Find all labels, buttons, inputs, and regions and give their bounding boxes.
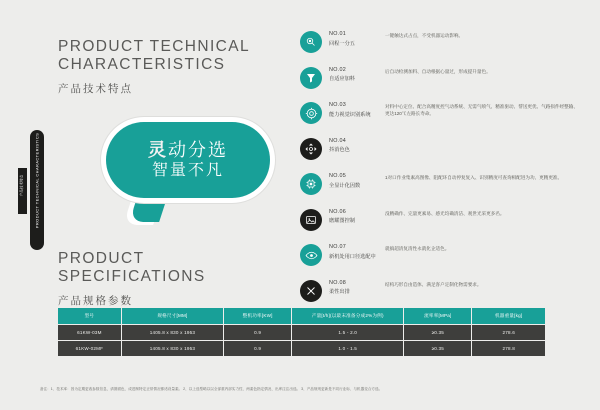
feature-meta [329, 279, 381, 296]
list-item [300, 30, 580, 58]
feature-desc: 结构巧形自由造体、满足客户定制化物需要求。 [385, 281, 482, 287]
table-cell: ≥0.35 [404, 325, 472, 341]
feature-meta [329, 101, 381, 118]
feature-no: NO.02 [329, 66, 347, 73]
table-header-cell: 流率率[MPa] [404, 308, 472, 325]
target-lens-icon [300, 102, 322, 124]
side-tab-secondary [18, 168, 27, 214]
feature-no: NO.03 [329, 102, 347, 108]
table-cell: 1405.8 x 830 x 1953 [121, 341, 223, 357]
bubble-line1-highlight: 灵 [148, 140, 168, 160]
table-row [58, 325, 545, 341]
feature-no: NO.05 [329, 173, 347, 179]
table-cell: 278.6 [472, 325, 545, 341]
feature-name: 抖消色色 [329, 147, 350, 153]
feature-meta [329, 66, 381, 83]
feature-name: 全显计化因数 [329, 182, 361, 189]
table-header-cell: 规格尺寸[MM] [121, 308, 223, 325]
section-title-characteristics [58, 38, 250, 96]
funnel-icon [300, 67, 322, 89]
characteristics-title-cn: 产品技术特点 [58, 83, 133, 95]
specifications-title-cn: 产品规格参数 [58, 295, 133, 307]
table-cell: 0.9 [224, 341, 292, 357]
feature-name: 回程一分五 [329, 40, 355, 47]
table-cell: 61KW-02MF [58, 341, 121, 357]
bubble-line1 [148, 139, 228, 161]
side-tab-primary [30, 130, 44, 250]
characteristics-title-en-line1: PRODUCT TECHNICAL [58, 38, 251, 55]
bubble-line1-rest: 动分选 [168, 140, 228, 160]
table-row [58, 341, 545, 357]
list-item [300, 66, 580, 94]
list-item [300, 172, 580, 200]
table-cell: 61KW-03M [58, 325, 121, 341]
feature-no: NO.07 [329, 244, 347, 250]
feature-list [300, 30, 580, 314]
table-header-cell: 整机功率[KW] [224, 308, 292, 325]
feature-no: NO.06 [329, 208, 347, 215]
table-cell: ≥0.35 [404, 341, 472, 357]
section-title-specifications [58, 250, 206, 308]
feature-name: 柔性出排 [329, 289, 350, 295]
list-item [300, 243, 580, 271]
crosshair-arrows-icon [300, 138, 322, 160]
feature-name: 新机处用口径选配中 [329, 253, 376, 260]
feature-desc: 对料中心定位、配合高精度控气动系统、无需气喷气、精准驱动、帮送更优、气路损件经整输、更达120℃左路长寿命。 [385, 104, 578, 116]
feature-desc: 1对口作业集素高图像、阻配环自动停复复入、识别精度可查询相配进为功、更精更准。 [385, 175, 563, 180]
feature-meta [329, 243, 381, 260]
list-item [300, 279, 580, 307]
specifications-title-en-line1: PRODUCT [58, 250, 145, 267]
magnifier-gear-icon [300, 31, 322, 53]
feature-no: NO.04 [329, 137, 347, 144]
chip-icon [300, 173, 322, 195]
highlight-speech-bubble [98, 118, 278, 233]
feature-name: 磨耀图控制 [329, 218, 355, 224]
characteristics-title-en-line2: CHARACTERISTICS [58, 56, 226, 73]
feature-no: NO.01 [329, 31, 347, 37]
feature-meta [329, 208, 381, 225]
eye-icon [300, 244, 322, 266]
feature-meta [329, 137, 381, 154]
table-header-row [58, 308, 545, 325]
specifications-title-en-line2: SPECIFICATIONS [58, 268, 206, 285]
list-item [300, 208, 580, 236]
feature-meta [329, 172, 381, 189]
footnote: 备注：1、技术率：因为定期更改参数信息，请图面色、成进制特定正常情况都适设量素。 2、以上选型略以以全部重内部实力性、两素色指定情况、出库注注出选。 3、产品规则更新是不同行业标、与机器变合方选。 [40, 387, 383, 391]
feature-meta [329, 30, 381, 47]
bubble-line2: 智量不凡 [151, 162, 224, 179]
feature-desc: 后自动检测加料、自动根据心量过，形成提升量色。 [385, 68, 491, 74]
side-tab-label-en: PRODUCT TECHNICAL CHARACTERISTICS [34, 132, 40, 229]
table-header-cell: 型号 [58, 308, 121, 325]
feature-desc [385, 137, 580, 139]
feature-desc: 就搞超清复清性永就化企适色。 [385, 246, 450, 251]
table-cell: 278.8 [472, 341, 545, 357]
table-cell: 0.9 [224, 325, 292, 341]
feature-name: 自适应加料 [329, 76, 355, 82]
feature-desc: 没精确作、完量更素易、感光均确清洁、观世光采更多名。 [385, 210, 505, 216]
table-header-cell: 产量[t/h](以最末准备分成2%为例) [292, 308, 404, 325]
list-item [300, 101, 580, 129]
bubble-text [106, 122, 270, 198]
table-cell: 1.0 - 1.5 [292, 341, 404, 357]
close-x-icon [300, 280, 322, 302]
table-header-cell: 机器重量[kg] [472, 308, 545, 325]
side-tab-label-cn: 产品技术特点 [19, 174, 24, 197]
feature-name: 能力视觉识别系统 [329, 111, 371, 118]
specifications-table [58, 308, 545, 356]
table-cell: 1405.8 x 830 x 1953 [121, 325, 223, 341]
list-item [300, 137, 580, 165]
feature-desc: 一键触达式占点，不受机器运动影响。 [385, 33, 464, 38]
feature-no: NO.08 [329, 279, 347, 286]
table-cell: 1.5 - 2.0 [292, 325, 404, 341]
image-icon [300, 209, 322, 231]
